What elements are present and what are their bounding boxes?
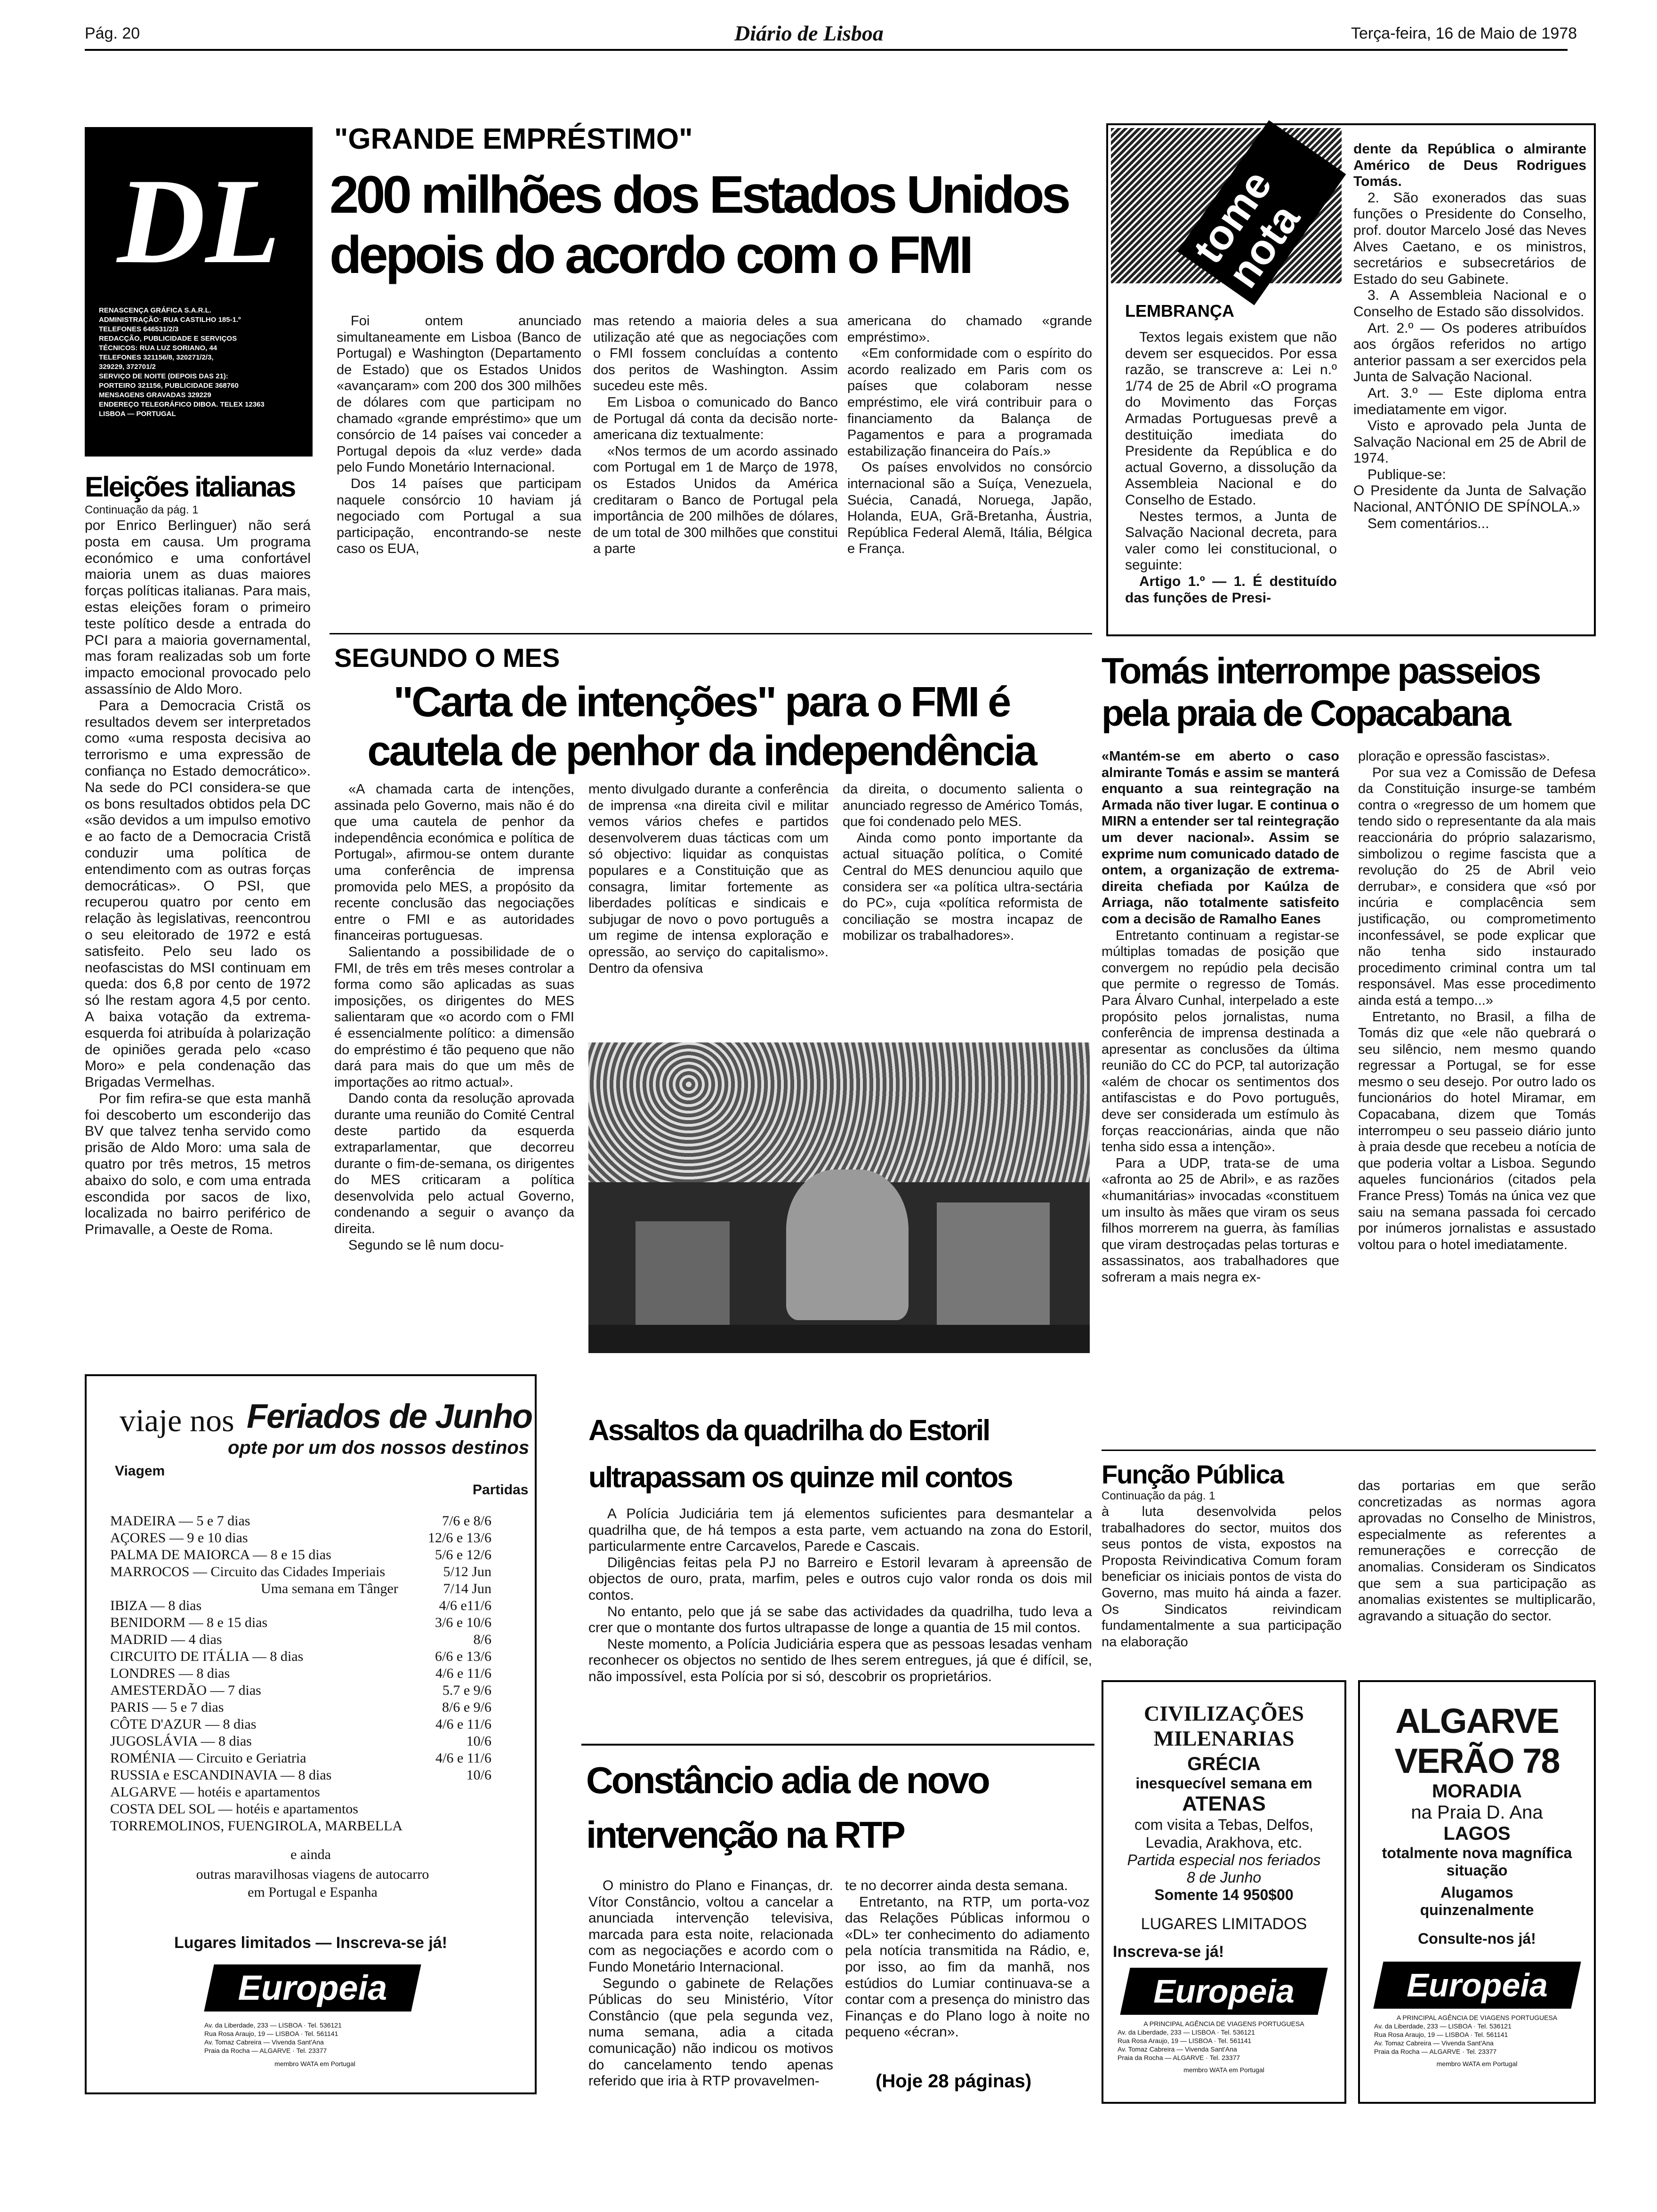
tomas-headline: Tomás interrompe passeios pela praia de Copacabana (1102, 650, 1540, 734)
europeia-logo-1: Europeia (204, 1964, 421, 2012)
tome-col-1: Textos legais existem que não devem ser esquecidos. Por essa razão, se transcreve a: Lei n.º 1/74 de 25 de Abril «O programa do Movimento das Forças Armadas Portuguesas prevê a destituição imediata do Presidente da República e do actual Governo, a dissolução da Assembleia Nacional e do Conselho de Estado. Nestes termos, a Junta de Salvação Nacional decreta, para valer como lei constitucional, o seguinte: Artigo 1.º — 1. É destituído das funções de Presi- (1125, 329, 1337, 606)
lembranca-headline: LEMBRANÇA (1125, 301, 1234, 321)
viaje-col-right: Partidas (473, 1482, 529, 1498)
viaje-title-2: Feriados de Junho (247, 1398, 532, 1435)
viaje-ad-box (85, 1374, 537, 2094)
dl-imprint: RENASCENÇA GRÁFICA S.A.R.L. ADMINISTRAÇÃO: RUA CASTILHO 185-1.º TELEFONES 646531/2/3 REDACÇÃO, PUBLICIDADE E SERVIÇOS TÉCNICOS: RUA LUZ SORIANO, 44 TELEFONES 321156/8, 320271/2/3, 329229, 372701/2 SERVIÇO DE NOITE (DEPOIS DAS 21): PORTEIRO 321156, PUBLICIDADE 368760 MENSAGENS GRAVADAS 329229 ENDEREÇO TELEGRÁFICO DIBOA. TELEX 12363 LISBOA — PORTUGAL (99, 306, 265, 418)
funcao-col-2: das portarias em que serão concretizadas as normas agora aprovadas no Conselho de Ministros, especialmente as referentes a remunerações e correcção de anomalias. Consideram os Sindicatos que sem a sua participação as anomalias existentes se multiplicarão, agravando a situação do sector. (1358, 1478, 1596, 1624)
fmi-kicker: "GRANDE EMPRÉSTIMO" (334, 123, 693, 155)
constancio-col-1: O ministro do Plano e Finanças, dr. Vítor Constâncio, voltou a cancelar a anunciada intervenção televisiva, marcada para esta noite, relacionada com as negociações e acordo com o Fundo Monetário Internacional. Segundo o gabinete de Relações Públicas do seu Ministério, Vítor Constâncio (que pela segunda vez, numa semana, adia a citada comunicação) não indicou os motivos do cancelamento tendo apenas referido que iria à RTP provavelmen- (588, 1878, 833, 2089)
eleicoes-body: por Enrico Berlinguer) não será posta em causa. Um programa económico e uma confortável maioria unem as duas maiores forças políticas italianas. Para mais, estas eleições foram o primeiro teste político desde a entrada do PCI para a maioria governamental, mas foram realizadas sob um forte impacto emocional provocado pelo assassínio de Aldo Moro. Para a Democracia Cristã os resultados devem ser interpretados como «uma resposta decisiva ao terrorismo e uma expressão de confiança no Estado democrático». Na sede do PCI considera-se que os bons resultados obtidos pela DC «são devidos a um impulso emotivo e ao facto de a Democracia Cristã conduzir uma política de entendimento com as outras forças democráticas». O PSI, que recuperou quatro por cento em relação às legislativas, reencontrou o seu eleitorado de 1972 e está satisfeito. Pelo seu lado os neofascistas do MSI continuam em queda: dos 6,8 por cento de 1972 só lhe restam agora 4,5 por cento. A baixa votação da extrema-esquerda foi atribuída à polarização de opiniões gerada pelo «caso Moro» e pela condenação das Brigadas Vermelhas. Por fim refira-se que esta manhã foi descoberto um esconderijo das BV que talvez tenha servido como prisão de Aldo Moro: uma sala de quatro por três metros, 15 metros abaixo do solo, e com uma entrada escondida por sacos de lixo, localizada no bairro periférico de Primavalle, a Oeste de Roma. (85, 518, 311, 1238)
constancio-footer: (Hoje 28 páginas) (876, 2071, 1032, 2092)
tome-nota-badge: tome nota (1111, 128, 1342, 283)
mes-col-3: da direita, o documento salienta o anunciado regresso de Américo Tomás, que foi condenado pelo MES. Ainda como ponto importante da actual situação política, o Comité Central do MES denunciou aquilo que considera ser «a política ultra-sectária do PC», cuja «política reformista de conciliação se mostra incapaz de mobilizar os trabalhadores». (843, 782, 1083, 944)
tomas-col-1: «Mantém-se em aberto o caso almirante Tomás e assim se manterá enquanto a sua reintegração na Armada não tiver lugar. E continua o MIRN a entender ser tal reintegração um dever nacional». Assim se exprime num comunicado datado de ontem, a organização de extrema-direita chefiada por Kaúlza de Arriaga, não totalmente satisfeito com a decisão de Ramalho Eanes Entretanto continuam a registar-se múltiplas tomadas de posição que convergem no repúdio pela decisão que permite o regresso de Tomás. Para Álvaro Cunhal, interpelado a este propósito pelos jornalistas, numa conferência de imprensa destinada a apresentar as conclusões da última reunião do CC do PCP, tal autorização «além de chocar os sentimentos dos antifascistas e do Povo português, deve ser considerada um estímulo às forças reaccionárias, ainda que não tenha sido essa a intenção». Para a UDP, trata-se de uma «afronta ao 25 de Abril», e as razões «humanitárias» invocadas «constituem um insulto às mães que viram os seus filhos morrerem na guerra, às famílias que viram destroçadas pelas torturas e assassinatos, aos trabalhadores que sofreram a mais negra ex- (1102, 749, 1339, 1285)
fmi-col-2: mas retendo a maioria deles a sua utilização até que as negociações com o FMI fossem concluídas a contento dos peritos de Washington. Assim sucedeu este mês. Em Lisboa o comunicado do Banco de Portugal dá conta da decisão norte-americana diz textualmente: «Nos termos de um acordo assinado com Portugal em 1 de Março de 1978, os Estados Unidos da América creditaram o Banco de Portugal pela importância de 200 milhões de dólares, de um total de 300 milhões que constitui a parte (593, 313, 838, 557)
viaje-list: MADEIRA — 5 e 7 dias 7/6 e 8/6 AÇORES — 9 e 10 dias 12/6 e 13/6 PALMA DE MAIORCA — 8 e 15 dias 5/6 e 12/6 MARROCOS — Circuito das Cidades Imperiais 5/12 Jun Uma semana em Tânger 7/14 Jun IBIZA — 8 dias 4/6 e11/6 BENIDORM — 8 e 15 dias 3/6 e 10/6 MADRID — 4 dias 8/6 CIRCUITO DE ITÁLIA — 8 dias 6/6 e 13/6 LONDRES — 8 dias 4/6 e 11/6 AMESTERDÃO — 7 dias 5.7 e 9/6 PARIS — 5 e 7 dias 8/6 e 9/6 CÔTE D'AZUR — 8 dias 4/6 e 11/6 JUGOSLÁVIA — 8 dias 10/6 ROMÉNIA — Circuito e Geriatria 4/6 e 11/6 RUSSIA e ESCANDINAVIA — 8 dias 10/6 ALGARVE — hotéis e apartamentos COSTA DEL SOL — hotéis e apartamentos TORREMOLINOS, FUENGIROLA, MARBELLA (110, 1513, 491, 1834)
news-photo (588, 1042, 1090, 1353)
viaje-col-left: Viagem (115, 1463, 165, 1479)
europeia-address-3: A PRINCIPAL AGÊNCIA DE VIAGENS PORTUGUESA Av. da Liberdade, 233 — LISBOA · Tel. 536121 Rua Rosa Araujo, 19 — LISBOA · Tel. 561141 Av. Tomaz Cabreira — Vivenda Sant'Ana Praia da Rocha — ALGARVE · Tel. 23377 membro WATA em Portugal (1374, 2014, 1558, 2068)
algarve-ad-box: ALGARVE VERÃO 78 MORADIA na Praia D. Ana LAGOS totalmente nova magnífica situação Alugamos quinzenalmente Consulte-nos já! Europeia A PRINCIPAL AGÊNCIA DE VIAGENS PORTUGUESA Av. da Liberdade, 233 — LISBOA · Tel. 536121 Rua Rosa Araujo, 19 — LISBOA · Tel. 561141 Av. Tomaz Cabreira — Vivenda Sant'Ana Praia da Rocha — ALGARVE · Tel. 23377 membro WATA em Portugal (1358, 1680, 1596, 2104)
mes-headline: "Carta de intenções" para o FMI é cautela de penhor da independência (367, 679, 1036, 775)
europeia-logo-2: Europeia (1120, 1968, 1327, 2015)
mes-col-2: mento divulgado durante a conferência de imprensa «na direita civil e militar vemos vários chefes e partidos desenvolverem duas tácticas com um só objectivo: liquidar as conquistas populares e a Constituição que as consagra, limitar fortemente as liberdades políticas e sindicais e subjugar de novo o povo português a um regime de intensa exploração e opressão, ao serviço do capitalismo». Dentro da ofensiva (588, 782, 828, 976)
europeia-logo-3: Europeia (1373, 1962, 1581, 2009)
viaje-footer: Lugares limitados — Inscreva-se já! (174, 1934, 448, 1952)
dl-logo-box (85, 127, 313, 457)
assaltos-bottom-rule (581, 1744, 1094, 1746)
constancio-col-2: te no decorrer ainda desta semana. Entretanto, na RTP, um porta-voz das Relações Públicas informou o «DL» ter conhecimento do adiamento pela notícia transmitida na Rádio, e, por isso, ao fim da manhã, nos estúdios do Lumiar continuava-se a contar com a presença do ministro das Finanças e do Plano logo à noite no pequeno «écran». (845, 1878, 1090, 2040)
mes-col-1: «A chamada carta de intenções, assinada pelo Governo, mais não é do que uma cautela de penhor da independência económica e política de Portugal», afirmou-se ontem durante uma conferência de imprensa promovida pelo MES, a propósito da recente conclusão das negociações entre o FMI e as autoridades financeiras portuguesas. Salientando a possibilidade de o FMI, de três em três meses controlar a forma como são aplicadas as suas imposições, os dirigentes do MES salientaram que «o acordo com o FMI é essencialmente político: a dimensão do empréstimo é tão pequeno que não dará para mais do que um mês de importações ao ritmo actual». Dando conta da resolução aprovada durante uma reunião do Comité Central deste partido da esquerda extraparlamentar, que decorreu durante o fim-de-semana, os dirigentes do MES criticaram a política desenvolvida pelo actual Governo, condenando a seguir o avanço da direita. Segundo se lê num docu- (334, 782, 574, 1253)
fmi-headline: 200 milhões dos Estados Unidos depois do acordo com o FMI (330, 165, 1068, 284)
viaje-extra-1: e ainda (290, 1847, 331, 1862)
europeia-address-1: Av. da Liberdade, 233 — LISBOA · Tel. 536121 Rua Rosa Araujo, 19 — LISBOA · Tel. 561141 Av. Tomaz Cabreira — Vivenda Sant'Ana Praia da Rocha — ALGARVE · Tel. 23377 membro WATA em Portugal (204, 2021, 355, 2068)
assaltos-headline: Assaltos da quadrilha do Estoril ultrapassam os quinze mil contos (588, 1414, 1012, 1494)
mes-kicker: SEGUNDO O MES (334, 643, 560, 673)
funcao-headline: Função Pública (1102, 1459, 1283, 1489)
fmi-col-1: Foi ontem anunciado simultaneamente em Lisboa (Banco de Portugal) e Washington (Departamento de Estado) que os Estados Unidos «avançaram» com 200 dos 300 milhões de dólares com que participam no chamado «grande empréstimo» que um consórcio de 14 países vai conceder a Portugal depois da «luz verde» dada pelo Fundo Monetário Internacional. Dos 14 países que participam naquele consórcio 10 haviam já negociado com Portugal a sua participação, encontrando-se neste caso os EUA, (337, 313, 581, 557)
page-date: Terça-feira, 16 de Maio de 1978 (1351, 24, 1577, 42)
assaltos-body: A Polícia Judiciária tem já elementos suficientes para desmantelar a quadrilha que, de há tempos a esta parte, vem actuando na zona do Estoril, particularmente entre Carcavelos, Parede e Cascais. Diligências feitas pela PJ no Barreiro e Estoril levaram à apreensão de objectos de ouro, prata, marfim, peles e outros cujo valor ronda os dois mil contos. No entanto, pelo que já se sabe das actividades da quadrilha, tudo leva a crer que o montante dos furtos ultrapasse de longe a quantia de 15 mil contos. Neste momento, a Polícia Judiciária espera que as pessoas lesadas venham reconhecer os objectos no sentido de lhes serem entregues, já que é difícil, se, não impossível, esta Polícia por si só, descobrir os proprietários. (588, 1506, 1092, 1684)
viaje-extra-2: outras maravilhosas viagens de autocarro em Portugal e Espanha (196, 1867, 429, 1900)
eleicoes-continuation: Continuação da pág. 1 (85, 504, 199, 516)
eleicoes-headline: Eleições italianas (85, 471, 295, 503)
funcao-col-1: à luta desenvolvida pelos trabalhadores do sector, muitos dos seus pontos de vista, expostos na Proposta Reivindicativa Comum foram beneficiar os iniciais pontos de vista do Governo, mas muito há ainda a fazer. Os Sindicatos reivindicam fundamentalmente a sua participação na elaboração (1102, 1504, 1342, 1650)
viaje-title-1: viaje nos (120, 1403, 234, 1438)
tome-col-2: dente da República o almirante Américo de Deus Rodrigues Tomás. 2. São exonerados das suas funções o Presidente do Conselho, prof. doutor Marcelo José das Neves Alves Caetano, e os ministros, secretários e subsecretários de Estado do seu Gabinete. 3. A Assembleia Nacional e o Conselho de Estado são dissolvidos. Art. 2.º — Os poderes atribuídos aos órgãos referidos no artigo anterior passam a ser exercidos pela Junta de Salvação Nacional. Art. 3.º — Este diploma entra imediatamente em vigor. Visto e aprovado pela Junta de Salvação Nacional em 25 de Abril de 1974. Publique-se: O Presidente da Junta de Salvação Nacional, ANTÓNIO DE SPÍNOLA.» Sem comentários... (1353, 141, 1586, 531)
fmi-col-3: americana do chamado «grande empréstimo». «Em conformidade com o espírito do acordo realizado em Paris com os países que colaboram nesse empréstimo, ele virá contribuir para o financiamento da Balança de Pagamentos e para a programada estabilização financeira do País.» Os países envolvidos no consórcio internacional são a Suíça, Venezuela, Suécia, Canadá, Noruega, Japão, Holanda, EUA, Grã-Bretanha, Áustria, República Federal Alemã, Itália, Bélgica e França. (847, 313, 1092, 557)
europeia-address-2: A PRINCIPAL AGÊNCIA DE VIAGENS PORTUGUESA Av. da Liberdade, 233 — LISBOA · Tel. 536121 Rua Rosa Araujo, 19 — LISBOA · Tel. 561141 Av. Tomaz Cabreira — Vivenda Sant'Ana Praia da Rocha — ALGARVE · Tel. 23377 membro WATA em Portugal (1118, 2020, 1304, 2074)
dl-letters: DL (117, 153, 281, 289)
tomas-col-2: ploração e opressão fascistas». Por sua vez a Comissão de Defesa da Constituição insurge-se também contra o «regresso de um homem que tendo sido o representante da ala mais reaccionária do próprio salazarismo, simbolizou o regime fascista que a revolução do 25 de Abril veio derrubar», e considera que «só por incúria e complacência sem justificação, ou comprometimento inconfessável, se pode explicar que não tenha sido instaurado procedimento criminal contra um tal responsável. Mas esse procedimento ainda está a tempo...» Entretanto, no Brasil, a filha de Tomás diz que «ele não quebrará o seu silêncio, nem mesmo quando regressar a Portugal, se for esse mesmo o seu desejo. Por outro lado os funcionários do hotel Miramar, em Copacabana, dizem que Tomás interrompeu o seu passeio diário junto à praia desde que recebeu a notícia de que poderia voltar a Lisboa. Segundo aqueles funcionários (citados pela France Press) Tomás na única vez que saiu na semana passada foi cercado por inúmeros jornalistas e assustado voltou para o hotel imediatamente. (1358, 749, 1596, 1252)
newspaper-title: Diário de Lisboa (734, 21, 884, 45)
masthead-rule (85, 49, 1568, 51)
viaje-subtitle: opte por um dos nossos destinos (228, 1437, 530, 1458)
fmi-bottom-rule (330, 633, 1092, 634)
tomas-bottom-rule (1102, 1450, 1596, 1451)
grecia-ad-box: CIVILIZAÇÕES MILENARIAS GRÉCIA inesquecível semana em ATENAS com visita a Tebas, Delfos, Levadia, Arakhova, etc. Partida especial nos feriados 8 de Junho Somente 14 950$00 LUGARES LIMITADOS Inscreva-se já! Europeia A PRINCIPAL AGÊNCIA DE VIAGENS PORTUGUESA Av. da Liberdade, 233 — LISBOA · Tel. 536121 Rua Rosa Araujo, 19 — LISBOA · Tel. 561141 Av. Tomaz Cabreira — Vivenda Sant'Ana Praia da Rocha — ALGARVE · Tel. 23377 membro WATA em Portugal (1102, 1680, 1346, 2104)
funcao-continuation: Continuação da pág. 1 (1102, 1490, 1215, 1502)
page-number: Pág. 20 (85, 24, 140, 42)
constancio-headline: Constâncio adia de novo intervenção na RTP (586, 1759, 989, 1856)
